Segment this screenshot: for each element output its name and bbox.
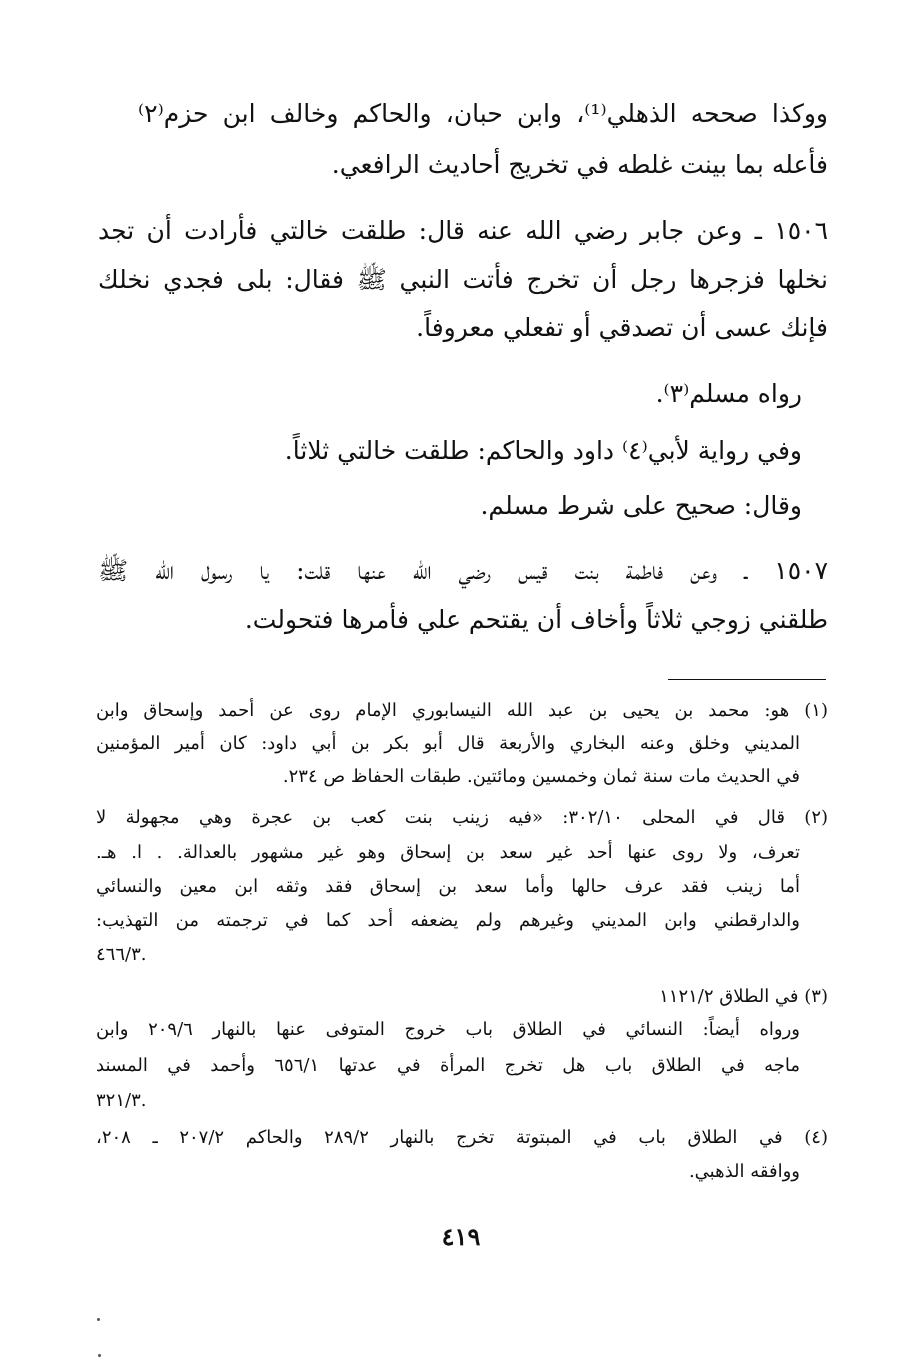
hadith-1506-line-3: فإنك عسى أن تصدقي أو تفعلي معروفاً. [416, 313, 828, 342]
footnote-2-line-1: (٢) قال في المحلى ٣٠٢/١٠: «فيه زينب بنت كعب بن عجرة وهي مجهولة لا [96, 807, 828, 828]
footnote-3-line-3: ماجه في الطلاق باب هل تخرج المرأة في عدتها ٦٥٦/١ وأحمد في المسند [96, 1055, 800, 1076]
footnote-3-line-2: ورواه أيضاً: النسائي في الطلاق باب خروج المتوفى عنها بالنهار ٢٠٩/٦ وابن [96, 1019, 800, 1040]
footnote-1-line-2: المديني وخلق وعنه البخاري والأربعة قال أبو بكر بن أبي داود: كان أمير المؤمنين [96, 733, 800, 754]
footnote-separator [668, 679, 826, 680]
footnote-2-line-5: ٤٦٦/٣. [96, 944, 147, 965]
footnote-4-line-1: (٤) في الطلاق باب في المبتوتة تخرج بالنهار ٢٨٩/٢ والحاكم ٢٠٧/٢ ـ ٢٠٨، [96, 1127, 828, 1148]
scan-speck [98, 1354, 101, 1357]
narration-abu-dawud: وفي رواية لأبي⁽٤⁾ داود والحاكم: طلقت خالتي ثلاثاً. [284, 436, 802, 465]
hadith-1506-line-2: نخلها فزجرها رجل أن تخرج فأتت النبي ﷺ فقال: بلى فجدي نخلك [98, 265, 828, 294]
footnote-1-line-1: (١) هو: محمد بن يحيى بن عبد الله النيسابوري الإمام روى عن أحمد وإسحاق وابن [96, 700, 828, 721]
footnote-4-line-2: ووافقه الذهبي. [688, 1161, 800, 1182]
main-line-2: فأعله بما بينت غلطه في تخريج أحاديث الرافعي. [331, 150, 828, 179]
footnote-2-line-4: والدارقطني وابن المديني وغيرهم ولم يضعفه أحد كما في ترجمته من التهذيب: [96, 910, 800, 931]
footnote-1-line-3: في الحديث مات سنة ثمان وخمسين ومائتين. طبقات الحفاظ ص ٢٣٤. [282, 766, 800, 787]
footnote-3-line-4: ٣٢١/٣. [96, 1090, 147, 1111]
main-line-1: ووكذا صححه الذهلي⁽¹⁾، وابن حبان، والحاكم وخالف ابن حزم⁽٢⁾ [138, 99, 828, 128]
narration-sahih: وقال: صحيح على شرط مسلم. [480, 491, 802, 520]
page-number: ٤١٩ [441, 1222, 481, 1251]
hadith-1507-line-2: طلقني زوجي ثلاثاً وأخاف أن يقتحم علي فأمرها فتحولت. [244, 605, 828, 634]
footnote-2-line-2: تعرف، ولا روى عنها أحد غير سعد بن إسحاق وهو غير مشهور بالعدالة. . ا. هـ. [96, 842, 800, 863]
scan-speck [97, 1318, 100, 1321]
hadith-1506-line-1: ١٥٠٦ ـ وعن جابر رضي الله عنه قال: طلقت خالتي فأرادت أن تجد [98, 216, 828, 245]
narration-muslim: رواه مسلم⁽٣⁾. [655, 379, 802, 408]
hadith-1507-line-1: ١٥٠٧ ـ وعن فاطمة بنت قيس رضي الله عنها قلت: يا رسول الله ﷺ [98, 556, 828, 585]
footnote-3-line-1: (٣) في الطلاق ١١٢١/٢ [659, 986, 828, 1007]
footnote-2-line-3: أما زينب فقد عرف حالها وأما سعد بن إسحاق فقد وثقه ابن معين والنسائي [96, 876, 800, 897]
